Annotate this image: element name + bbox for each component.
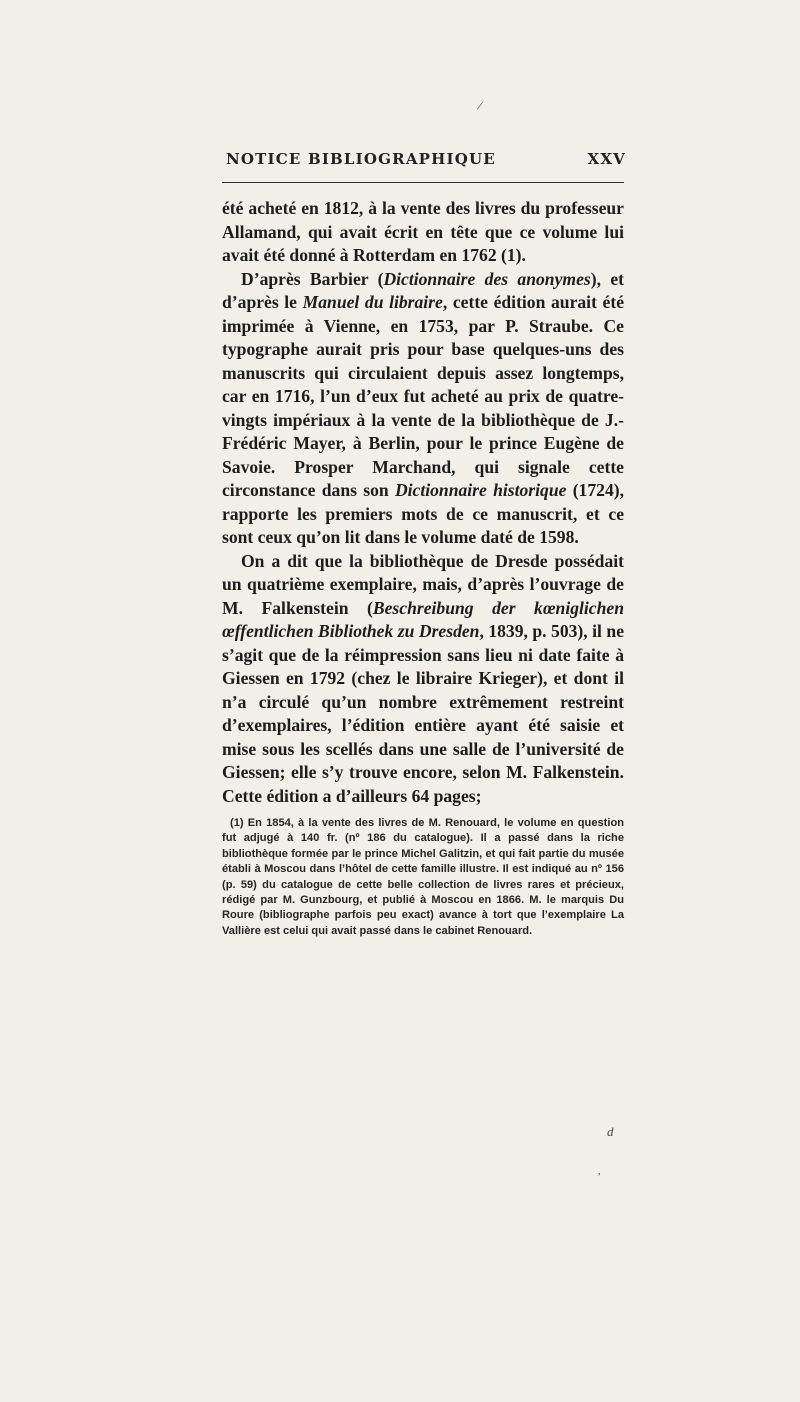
ink-mark: / [475,97,485,114]
text-run: (1724), rapporte les premiers mots de ce manuscrit, et ce sont ceux qu’on lit dans le volume daté de 1598. [222,480,624,547]
text-run: D’après Barbier ( [241,268,384,289]
page [222,150,624,939]
running-title: NOTICE BIBLIOGRAPHIQUE [226,150,496,168]
text-run: On a dit que la bibliothèque de Dresde possédait un quatrième exemplaire, mais, d’après l’ouvrage de M. Falkenstein ( [222,550,624,618]
signature-mark: d [607,1124,614,1139]
text-run: été acheté en 1812, à la vente des livres du professeur Allamand, qui avait écrit en tête que ce volume lui avait été donné à Rotterdam en 1762 (1). [222,198,624,265]
paragraph [222,197,624,268]
italic-title: Beschreibung der kœniglichen œffentlichen Bibliothek zu Dresden [222,597,624,641]
italic-title: Dictionnaire des anonymes [383,268,591,289]
running-header [222,150,624,174]
italic-title: Manuel du libraire [302,292,443,312]
text-run: , cette édition aurait été imprimée à Vienne, en 1753, par P. Straube. Ce typographe aurait pris pour base quelques-uns des manuscrits qui circulaient depuis assez longtemps, car en 1716, l’un d’eux fut acheté au prix de quatre-vingts impériaux à la vente de la bibliothèque de J.-Frédéric Mayer, à Berlin, pour le prince Eugène de Savoie. Prosper Marchand, qui signale cette circonstance dans son [222,292,624,500]
paragraph [222,550,624,809]
ink-mark: , [598,1165,601,1177]
body-text [222,197,624,808]
page-number: XXV [587,150,626,168]
paragraph [222,268,624,550]
text-run: , 1839, p. 503), il ne s’agit que de la réimpression sans lieu ni date faite à Giessen en 1792 (chez le libraire Krieger), et dont il n’a circulé qu’un nombre extrêmement restreint d’exemplaires, l’édition entière ayant été saisie et mise sous les scellés dans une salle de l’université de Giessen; elle s’y trouve encore, selon M. Falkenstein. Cette édition a d’ailleurs 64 pages; [222,621,624,806]
italic-title: Dictionnaire historique [394,480,567,500]
footnote: (1) En 1854, à la vente des livres de M. Renouard, le volume en question fut adjugé à 140 fr. (nº 186 du catalogue). Il a passé dans la riche bibliothèque formée par le prince Michel Galitzin, et qui fait partie du musée établi à Moscou dans l’hôtel de cette famille illustre. Il est indiqué au nº 156 (p. 59) du catalogue de cette belle collection de livres rares et précieux, rédigé par M. Gunzbourg, et publié à Moscou en 1866. M. le marquis Du Roure (bibliographe parfois peu exact) avance à tort que l’exemplaire La Vallière est celui qui avait passé dans le cabinet Renouard. [222,817,624,937]
header-rule [222,182,624,183]
text-run: ), et d’après le [222,268,624,312]
